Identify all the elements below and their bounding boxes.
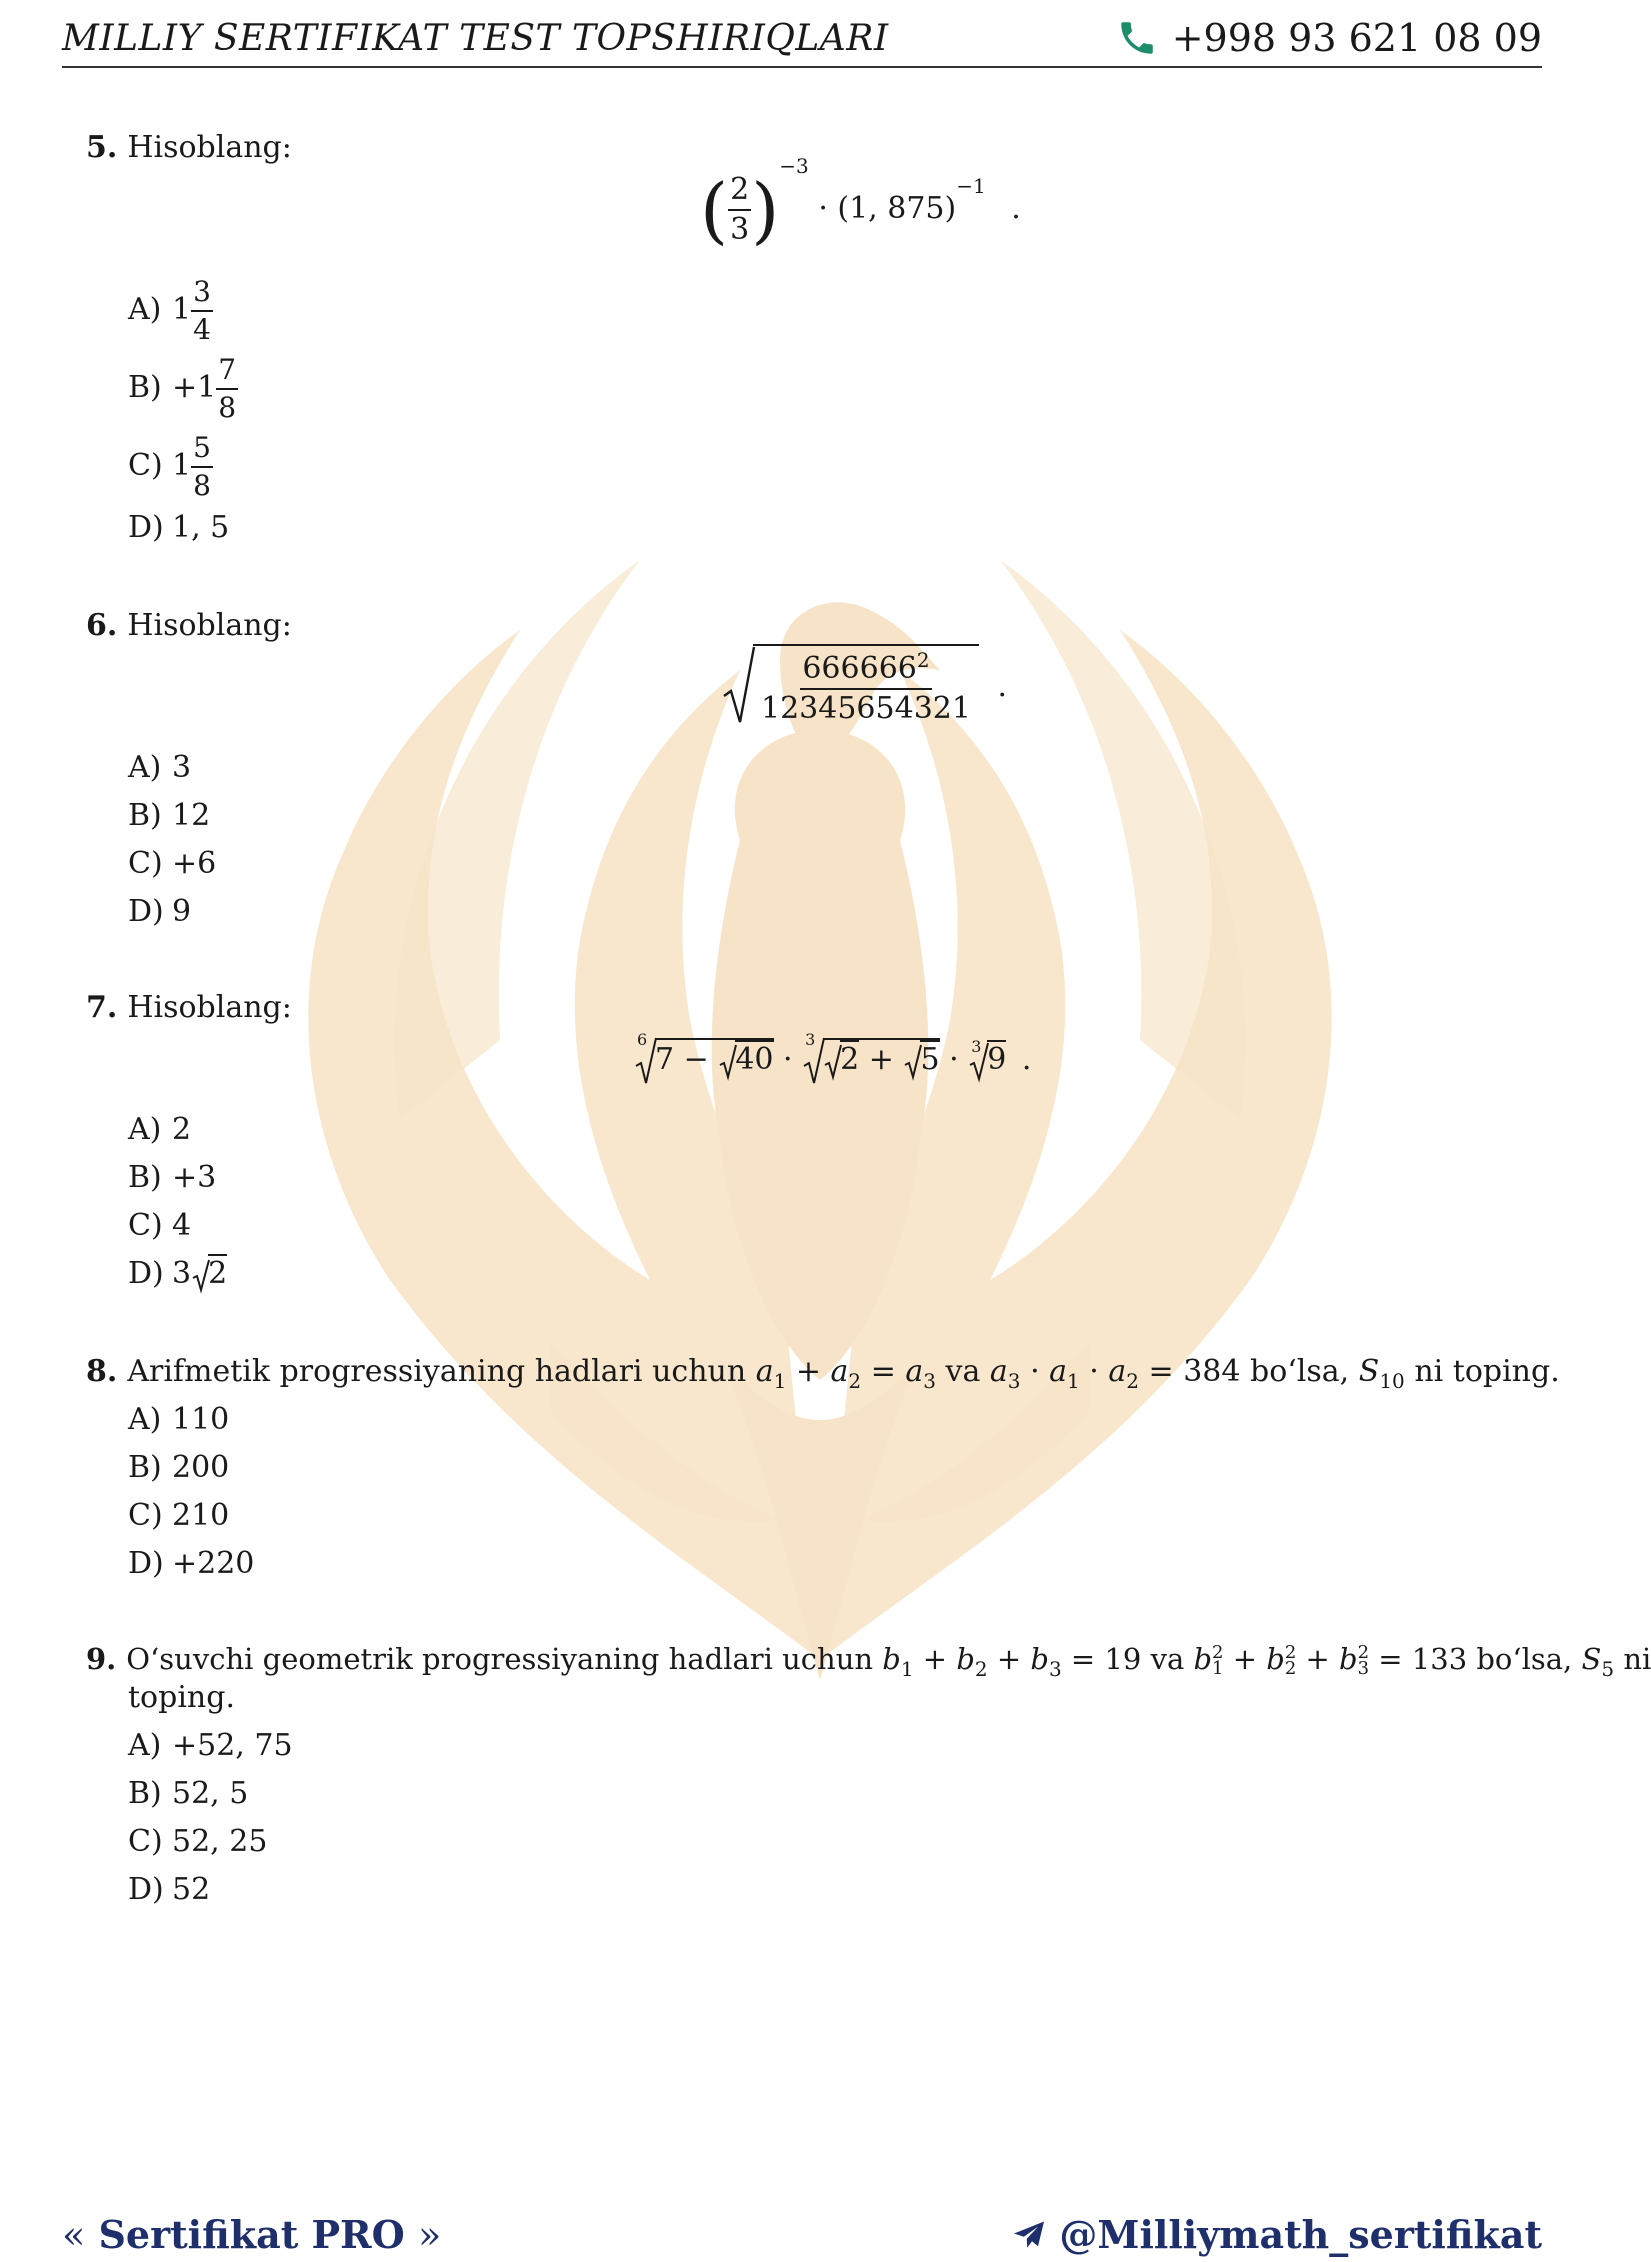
- option-d[interactable]: [128, 1256, 227, 1292]
- problem-number: 7.: [86, 990, 118, 1025]
- phone-number: +998 93 621 08 09: [1171, 16, 1542, 60]
- option-fraction: [191, 431, 213, 502]
- option-a[interactable]: [128, 1112, 191, 1147]
- problem-number: 6.: [86, 608, 118, 643]
- root-index: 3: [971, 1037, 982, 1056]
- math-sup: 2: [1284, 1641, 1297, 1663]
- problem-prompt: [86, 990, 292, 1025]
- sqrt-sign-icon: [722, 644, 756, 728]
- option-b[interactable]: [128, 1450, 229, 1485]
- prompt-text: = 384 bo‘lsa,: [1139, 1354, 1359, 1389]
- fraction-denominator: 12345654321: [761, 691, 971, 726]
- option-b[interactable]: [128, 1160, 216, 1195]
- option-letter: A): [128, 1728, 162, 1763]
- multiply-dot: ·: [783, 1042, 793, 1077]
- math-sub: 2: [848, 1369, 862, 1393]
- formula-end: .: [1021, 1042, 1032, 1077]
- option-a[interactable]: [128, 275, 213, 346]
- exponent: −1: [956, 174, 986, 198]
- prompt-text: = 133 bo‘lsa,: [1369, 1642, 1582, 1676]
- problem-number: 9.: [86, 1642, 117, 1676]
- problem-number: 8.: [86, 1354, 118, 1389]
- math-var: a: [830, 1354, 849, 1389]
- header-phone: [1116, 16, 1542, 60]
- prompt-text: va: [936, 1354, 990, 1389]
- problem-text: Hisoblang:: [127, 608, 292, 643]
- option-value: 12: [172, 798, 211, 833]
- math-var: S: [1581, 1642, 1602, 1676]
- option-value: 4: [172, 1208, 192, 1243]
- option-letter: D): [128, 1546, 164, 1581]
- prompt-text: ni: [1614, 1642, 1651, 1676]
- option-letter: C): [128, 1824, 163, 1859]
- option-letter: C): [128, 1498, 163, 1533]
- math-var: b: [1339, 1642, 1358, 1676]
- prompt-text: +: [987, 1642, 1031, 1676]
- problem-6-formula: [722, 646, 1007, 730]
- math-sub: 2: [1126, 1369, 1139, 1393]
- radicand-value: 9: [987, 1042, 1007, 1077]
- option-whole: 1: [172, 292, 192, 327]
- radicand-part: 7 −: [655, 1042, 709, 1077]
- option-value: 52, 25: [172, 1824, 268, 1859]
- option-letter: D): [128, 510, 164, 545]
- math-var: a: [989, 1354, 1008, 1389]
- option-fraction: [216, 353, 238, 424]
- option-letter: A): [128, 1112, 162, 1147]
- option-value: +220: [172, 1546, 255, 1581]
- problem-prompt: [86, 1642, 1651, 1681]
- option-radicand: 2: [208, 1256, 228, 1291]
- option-a[interactable]: [128, 1402, 229, 1437]
- prompt-text: +: [786, 1354, 831, 1389]
- option-value: 52, 5: [172, 1776, 249, 1811]
- fraction-numerator: 5: [191, 434, 213, 468]
- prompt-text: = 19 va: [1061, 1642, 1194, 1676]
- option-d[interactable]: [128, 1546, 254, 1581]
- prompt-text: =: [861, 1354, 906, 1389]
- multiply-dot: ·: [949, 1042, 959, 1077]
- prompt-text: O‘suvchi geometrik progressiyaning hadlari uchun: [126, 1642, 883, 1676]
- option-letter: C): [128, 448, 163, 483]
- option-value: 200: [172, 1450, 230, 1485]
- option-a[interactable]: [128, 1728, 293, 1763]
- option-value: 1, 5: [172, 510, 230, 545]
- math-sup: 2: [1212, 1641, 1224, 1663]
- option-d[interactable]: [128, 1872, 210, 1907]
- option-letter: D): [128, 894, 164, 929]
- option-whole: +1: [172, 370, 217, 405]
- radicand-value: 2: [840, 1042, 860, 1077]
- option-value: +3: [172, 1160, 217, 1195]
- fraction-numerator: [800, 650, 931, 690]
- footer-brand-text: Sertifikat PRO: [98, 2212, 405, 2257]
- option-fraction: [191, 275, 213, 346]
- math-sub: 1: [773, 1369, 787, 1393]
- option-letter: B): [128, 1160, 162, 1195]
- option-d[interactable]: [128, 894, 191, 929]
- root-index: 6: [637, 1030, 648, 1049]
- fraction-numerator: 2: [728, 175, 751, 211]
- option-letter: B): [128, 798, 162, 833]
- plus-sign: +: [868, 1042, 894, 1077]
- exponent: 2: [916, 648, 930, 672]
- formula-end: .: [997, 669, 1008, 704]
- fraction-denominator: 4: [193, 313, 211, 346]
- math-sub: 1: [1212, 1658, 1224, 1679]
- math-var: b: [1266, 1642, 1285, 1676]
- option-value: +6: [172, 846, 217, 881]
- fraction-denominator: 8: [218, 391, 237, 424]
- option-value: 110: [172, 1402, 230, 1437]
- option-c[interactable]: [128, 431, 213, 502]
- math-var: a: [905, 1354, 924, 1389]
- math-sub: 2: [1284, 1658, 1297, 1679]
- page-header: [62, 14, 1542, 68]
- footer-telegram-handle: @Milliymath_sertifikat: [1059, 2212, 1542, 2257]
- option-letter: D): [128, 1872, 164, 1907]
- fraction: [759, 650, 973, 724]
- formula-end: .: [1011, 191, 1021, 226]
- footer-quote-open: «: [62, 2213, 86, 2257]
- prompt-text: ·: [1020, 1354, 1050, 1389]
- option-b[interactable]: [128, 798, 210, 833]
- option-letter: C): [128, 1208, 163, 1243]
- problem-number: 5.: [86, 130, 118, 165]
- option-letter: A): [128, 292, 162, 327]
- math-sub: 2: [974, 1656, 988, 1681]
- fraction-numerator: 7: [216, 356, 238, 390]
- prompt-text: +: [913, 1642, 957, 1676]
- math-var: b: [956, 1642, 975, 1676]
- option-a[interactable]: [128, 750, 191, 785]
- option-value: 9: [172, 894, 192, 929]
- option-coefficient: 3: [172, 1256, 192, 1291]
- option-b[interactable]: [128, 1776, 248, 1811]
- math-sub: 1: [1067, 1369, 1080, 1393]
- problem-text: Hisoblang:: [127, 130, 292, 165]
- prompt-text: ni toping.: [1404, 1354, 1560, 1389]
- footer-quote-close: »: [417, 2213, 442, 2257]
- math-sub: 3: [1048, 1656, 1062, 1681]
- fraction-denominator: 8: [193, 469, 211, 502]
- header-title: MILLIY SERTIFIKAT TEST TOPSHIRIQLARI: [62, 18, 889, 59]
- footer-brand[interactable]: [62, 2212, 441, 2257]
- math-sup: 2: [1357, 1641, 1370, 1663]
- math-var: S: [1358, 1354, 1380, 1389]
- option-c[interactable]: [128, 1498, 229, 1533]
- math-var: b: [1030, 1642, 1049, 1676]
- option-letter: C): [128, 846, 163, 881]
- problem-7-formula: [634, 1030, 1032, 1086]
- option-b[interactable]: [128, 353, 238, 424]
- math-sub: 10: [1379, 1369, 1405, 1393]
- fraction-denominator: 3: [730, 212, 750, 247]
- prompt-continuation: toping.: [128, 1680, 235, 1715]
- math-var: a: [755, 1354, 774, 1389]
- footer-telegram[interactable]: [1011, 2212, 1542, 2257]
- math-sub: 1: [900, 1656, 914, 1681]
- prompt-text: ·: [1079, 1354, 1109, 1389]
- option-letter: D): [128, 1256, 164, 1291]
- option-c[interactable]: [128, 846, 216, 881]
- math-var: a: [1108, 1354, 1127, 1389]
- prompt-text: +: [1296, 1642, 1340, 1676]
- exponent: −3: [779, 154, 809, 178]
- problem-prompt: [86, 130, 292, 165]
- option-value: 2: [172, 1112, 192, 1147]
- math-sub: 3: [1357, 1658, 1370, 1679]
- prompt-text: +: [1223, 1642, 1267, 1676]
- option-letter: A): [128, 1402, 162, 1437]
- telegram-icon: [1011, 2217, 1047, 2253]
- math-sub: 3: [923, 1369, 936, 1393]
- problem-prompt: [86, 1354, 1560, 1393]
- numerator-base: 666666: [802, 651, 917, 686]
- radicand-value: 40: [735, 1042, 774, 1077]
- math-var: b: [1193, 1642, 1213, 1676]
- option-letter: A): [128, 750, 162, 785]
- phone-icon: [1116, 17, 1158, 59]
- option-letter: B): [128, 370, 162, 405]
- math-var: b: [882, 1642, 901, 1676]
- root-index: 3: [805, 1030, 816, 1049]
- fraction-numerator: 3: [191, 278, 213, 312]
- option-letter: B): [128, 1776, 162, 1811]
- option-value: 3: [172, 750, 192, 785]
- option-value: 210: [172, 1498, 230, 1533]
- problem-5-formula: ( $\frac{2}{3}$ )$^{-3}$ · (1, 875)$^{-1}$ .: [700, 154, 1021, 252]
- formula-middle: · (1, 875): [818, 191, 957, 226]
- option-value: 52: [172, 1872, 211, 1907]
- fraction: [728, 172, 751, 247]
- option-letter: B): [128, 1450, 162, 1485]
- option-value: +52, 75: [172, 1728, 293, 1763]
- math-sub: 5: [1601, 1656, 1615, 1681]
- option-c[interactable]: [128, 1208, 191, 1243]
- option-d[interactable]: [128, 510, 229, 545]
- prompt-text: Arifmetik progressiyaning hadlari uchun: [127, 1354, 756, 1389]
- problem-prompt: [86, 608, 292, 643]
- problem-text: Hisoblang:: [127, 990, 292, 1025]
- math-sub: 3: [1007, 1369, 1021, 1393]
- math-var: a: [1049, 1354, 1068, 1389]
- radicand-value: 5: [920, 1042, 940, 1077]
- option-c[interactable]: [128, 1824, 267, 1859]
- option-whole: 1: [172, 448, 192, 483]
